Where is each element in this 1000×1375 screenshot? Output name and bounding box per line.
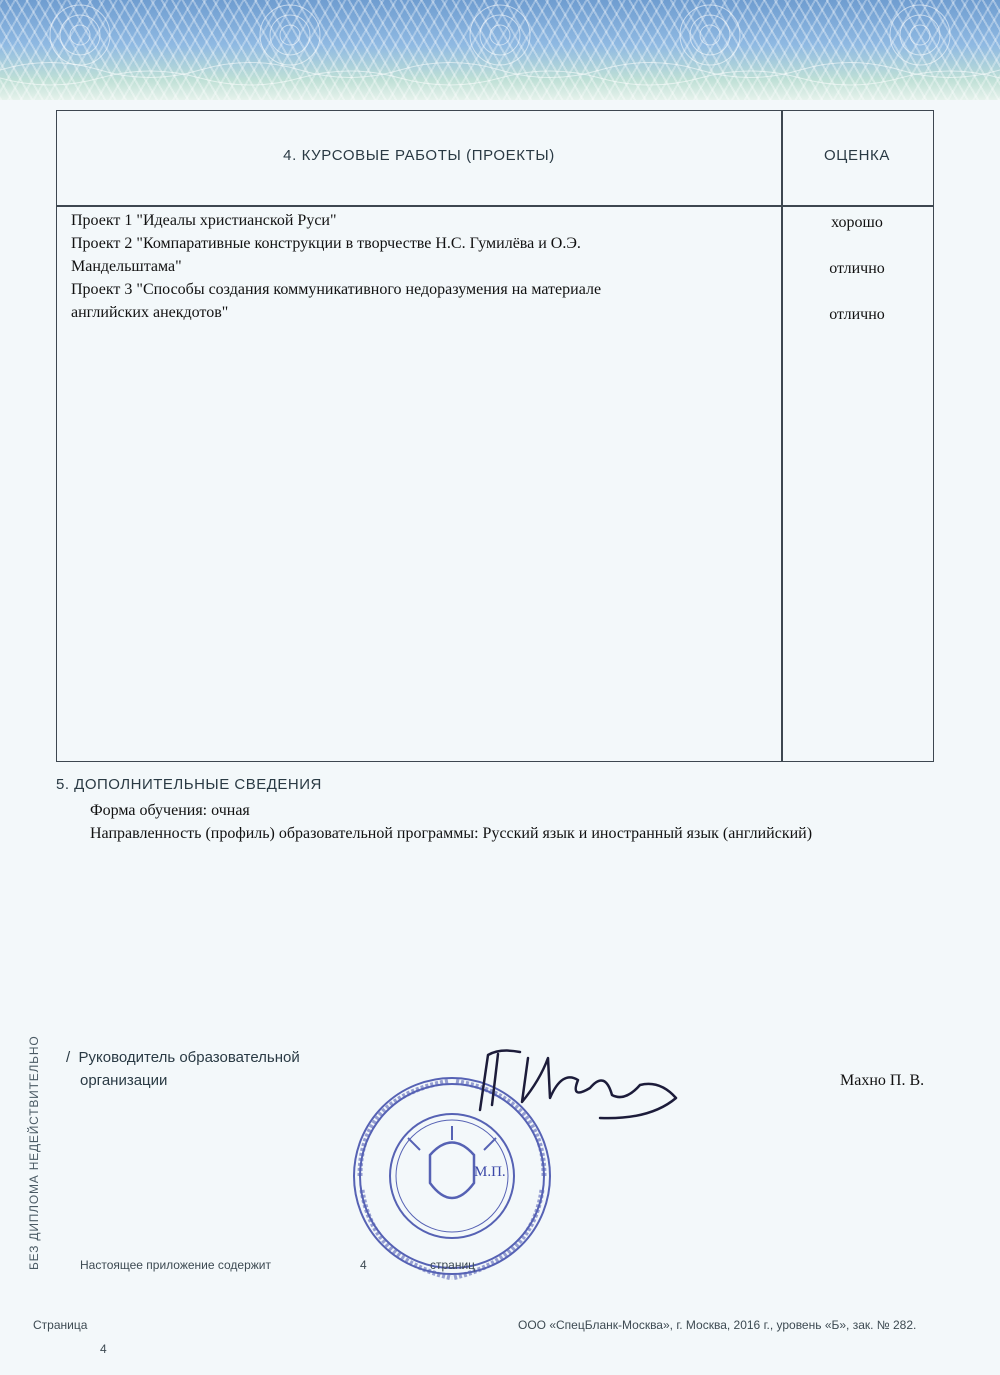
coursework-title-line: Мандельштама" — [71, 258, 182, 275]
pages-count: 4 — [360, 1258, 367, 1272]
coursework-list — [71, 209, 711, 324]
page-number: 4 — [100, 1342, 107, 1356]
guilloche-banner — [0, 0, 1000, 100]
slash-mark: / — [66, 1049, 71, 1066]
printer-info: ООО «СпецБланк-Москва», г. Москва, 2016 г., уровень «Б», зак. № 282. — [518, 1318, 917, 1332]
program-profile: Направленность (профиль) образовательной программы: Русский язык и иностранный язык (английский) — [90, 825, 813, 842]
grade-cell: хорошо — [831, 214, 883, 231]
director-name: Махно П. В. — [840, 1072, 925, 1089]
grade-header: ОЦЕНКА — [824, 147, 890, 164]
signature-label — [66, 1046, 300, 1092]
coursework-title-line: Проект 2 "Компаративные конструкции в творчестве Н.С. Гумилёва и О.Э. — [71, 235, 581, 252]
pages-prefix: Настоящее приложение содержит — [80, 1258, 272, 1272]
seal-mark: М.П. — [474, 1164, 506, 1180]
side-note: БЕЗ ДИПЛОМА НЕДЕЙСТВИТЕЛЬНО — [27, 1035, 41, 1270]
coursework-title-line: Проект 1 "Идеалы христианской Руси" — [71, 212, 337, 229]
handwritten-signature — [440, 1040, 690, 1135]
coursework-title-line: Проект 3 "Способы создания коммуникативного недоразумения на материале — [71, 281, 602, 298]
signature-label-line: организации — [80, 1072, 168, 1089]
header-divider — [57, 205, 933, 207]
coursework-header: 4. КУРСОВЫЕ РАБОТЫ (ПРОЕКТЫ) — [283, 147, 555, 164]
additional-info-title: 5. ДОПОЛНИТЕЛЬНЫЕ СВЕДЕНИЯ — [56, 776, 322, 793]
coursework-item — [71, 209, 711, 232]
coursework-table — [56, 110, 934, 762]
column-divider — [781, 111, 783, 761]
grade-cell: отлично — [829, 306, 885, 323]
study-form: Форма обучения: очная — [90, 802, 250, 819]
page-label: Страница — [33, 1318, 88, 1332]
coursework-item — [71, 278, 711, 324]
coursework-title-line: английских анекдотов" — [71, 304, 229, 321]
coursework-item — [71, 232, 711, 278]
grade-cell: отлично — [829, 260, 885, 277]
pages-suffix: страниц — [430, 1258, 476, 1272]
signature-label-line: Руководитель образовательной — [78, 1049, 300, 1066]
